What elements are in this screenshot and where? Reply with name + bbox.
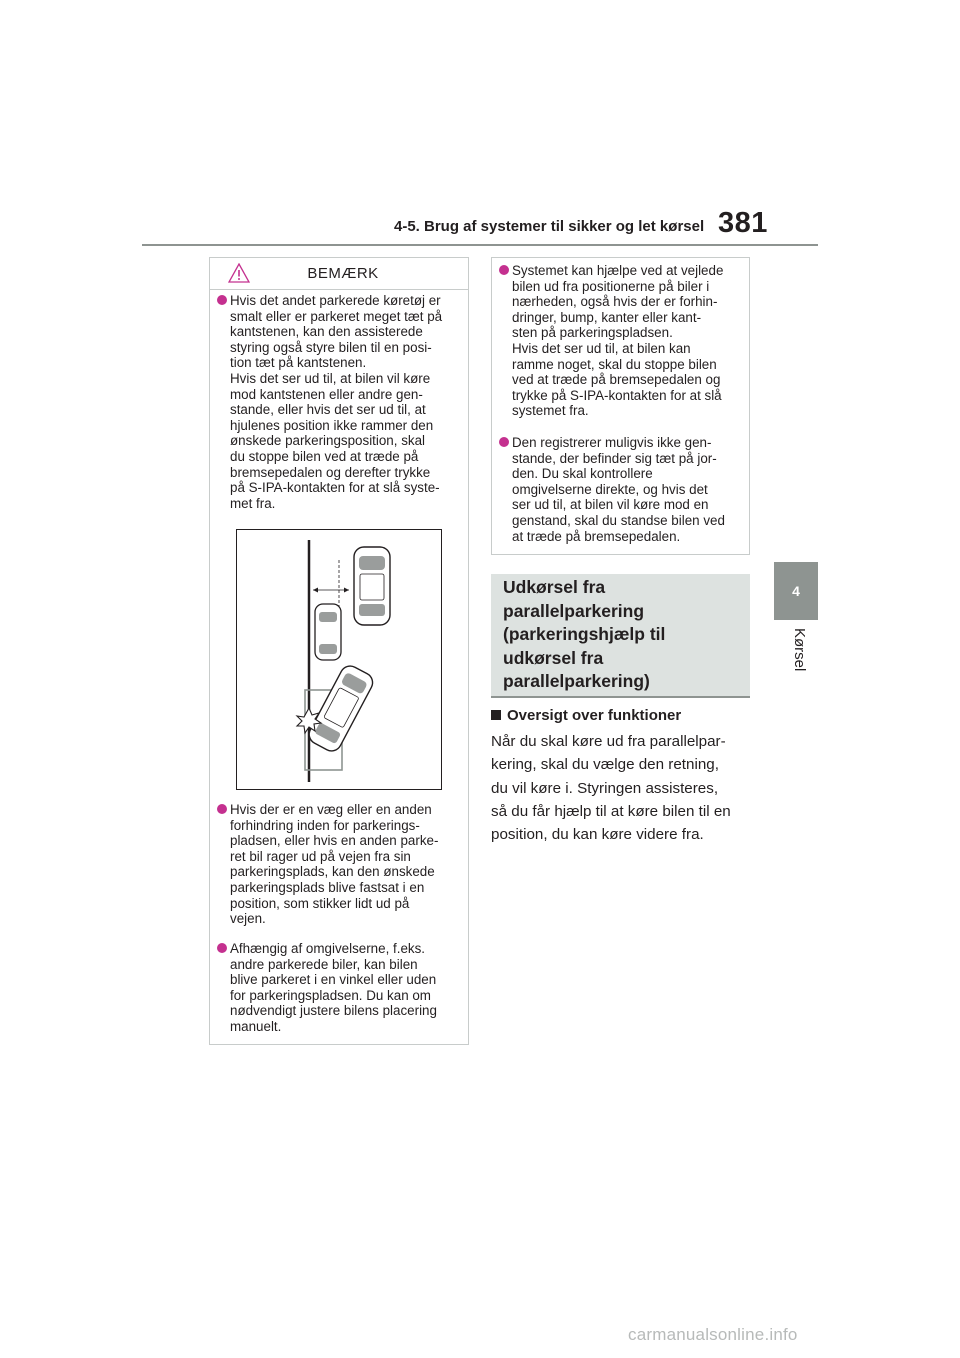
- info-box: [491, 257, 750, 555]
- note-heading: BEMÆRK: [307, 265, 379, 282]
- square-bullet-icon: [491, 710, 501, 720]
- parked-car-front: [354, 547, 390, 625]
- own-car-angled: [306, 663, 376, 755]
- parked-car-rear: [315, 604, 341, 660]
- watermark: carmanualsonline.info: [628, 1325, 798, 1344]
- info-bullet-1: Systemet kan hjælpe ved at vejlede bilen ud fra positionerne på biler i nærheden, også hvis der er forhin- dringer, bump, kanter eller kant- sten på parkeringspladsen. Hvis det ser ud til, at bilen kan ramme noget, skal du stoppe bilen ved at træde på bremsepedalen og trykke på S-IPA-kontakten for at slå systemet fra.: [498, 263, 744, 419]
- body-paragraph: Når du skal køre ud fra parallelpar- kering, skal du vælge den retning, du vil køre i. Styringen assisteres, så du får hjælp til at køre bilen til en position, du kan køre videre fra.: [491, 733, 731, 844]
- section-title-box: Udkørsel fra parallelparkering (parkeringshjælp til udkørsel fra parallelparkering): [491, 574, 750, 698]
- subheading: [491, 707, 681, 724]
- page-number: 381: [718, 207, 768, 239]
- note-header: [210, 258, 468, 290]
- subheading-text: Oversigt over funktioner: [507, 707, 682, 724]
- note-bullet-2: Hvis der er en væg eller en anden forhindring inden for parkerings- pladsen, eller hvis en anden parke- ret bil rager ud på vejen fra sin parkeringsplads, kan den ønskede parkeringsplads blive fastsat i en position, som stikker lidt ud på vejen.: [216, 802, 462, 927]
- header-divider: [142, 244, 818, 246]
- warning-triangle-icon: [228, 263, 250, 283]
- section-header-title: 4-5. Brug af systemer til sikker og let kørsel: [394, 218, 705, 235]
- note-bullet-1: Hvis det andet parkerede køretøj er smalt eller er parkeret meget tæt på kantstenen, kan den assisterede styring også styre bilen til en posi- tion tæt på kantstenen. Hvis det ser ud til, at bilen vil køre mod kantstenen eller andre gen- stande, eller hvis det ser ud til, at hjulenes position ikke rammer den ønskede parkeringsposition, skal du stoppe bilen ved at træde på bremsepedalen og derefter trykke på S-IPA-kontakten for at slå syste- met fra.: [216, 293, 462, 511]
- chapter-label: Kørsel: [791, 628, 808, 672]
- note-bullet-3: Afhængig af omgivelserne, f.eks. andre parkerede biler, kan bilen blive parkeret i en vinkel eller uden for parkeringspladsen. Du kan om nødvendigt justere bilens placering manuelt.: [216, 941, 462, 1035]
- info-bullet-2: Den registrerer muligvis ikke gen- stande, der befinder sig tæt på jor- den. Du skal kontrollere omgivelserne direkte, og hvis det ser ud til, at bilen vil køre mod en genstand, skal du standse bilen ved at træde på bremsepedalen.: [498, 435, 744, 544]
- parking-diagram-svg: [237, 530, 441, 789]
- parking-illustration: [236, 529, 442, 790]
- chapter-tab: 4: [774, 562, 818, 620]
